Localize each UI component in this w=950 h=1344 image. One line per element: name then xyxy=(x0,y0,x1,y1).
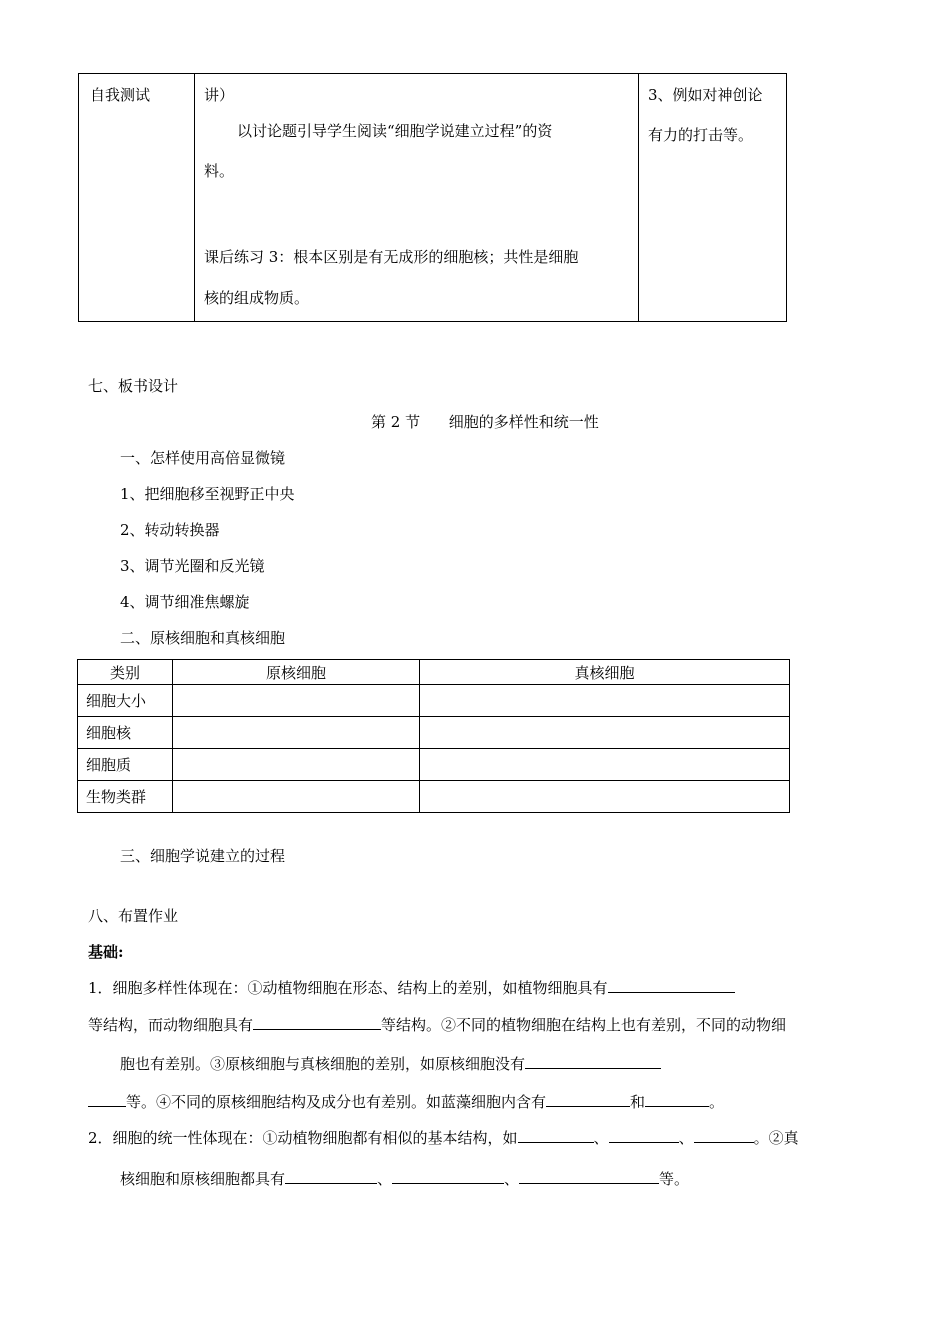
comparison-table xyxy=(77,659,790,813)
question-2-line: 核细胞和原核细胞都具有 、 、 等。 xyxy=(120,1170,690,1188)
answer-blank[interactable] xyxy=(608,978,735,993)
board-line: 3、调节光圈和反光镜 xyxy=(120,557,265,575)
question-1-line: 胞也有差别。③原核细胞与真核细胞的差别，如原核细胞没有 xyxy=(120,1053,661,1074)
cell-text-line: 以讨论题引导学生阅读“细胞学说建立过程”的资 xyxy=(237,122,553,140)
table-cell xyxy=(420,685,790,717)
answer-blank[interactable] xyxy=(609,1128,679,1143)
answer-blank[interactable] xyxy=(546,1092,630,1107)
cell-text-line: 核的组成物质。 xyxy=(204,289,310,307)
table-cell xyxy=(173,749,420,781)
question-1-line: 1．细胞多样性体现在：①动植物细胞在形态、结构上的差别，如植物细胞具有 xyxy=(88,977,735,998)
cell-text-line: 讲） xyxy=(204,86,235,104)
answer-blank[interactable] xyxy=(88,1092,126,1107)
board-line: 2、转动转换器 xyxy=(120,521,220,539)
question-1-line: 等结构，而动物细胞具有 等结构。②不同的植物细胞在结构上也有差别，不同的动物细 xyxy=(88,1016,787,1034)
answer-blank[interactable] xyxy=(645,1092,709,1107)
table-cell xyxy=(173,717,420,749)
table-cell xyxy=(420,781,790,813)
table-header-row xyxy=(78,660,790,685)
basic-label: 基础: xyxy=(88,943,124,961)
table-row xyxy=(78,685,790,717)
table-cell xyxy=(420,717,790,749)
table-row xyxy=(78,749,790,781)
table-row xyxy=(78,781,790,813)
table-header: 原核细胞 xyxy=(173,660,420,685)
cell-note-line: 有力的打击等。 xyxy=(648,126,754,144)
answer-blank[interactable] xyxy=(518,1128,594,1143)
section-heading-7: 七、板书设计 xyxy=(88,377,179,395)
row-label: 细胞质 xyxy=(78,749,173,781)
table-cell xyxy=(173,781,420,813)
column-divider xyxy=(194,74,195,321)
board-title: 第 2 节 细胞的多样性和统一性 xyxy=(371,413,599,431)
cell-note-line: 3、例如对神创论 xyxy=(648,86,763,104)
column-divider xyxy=(638,74,639,321)
answer-blank[interactable] xyxy=(525,1054,661,1069)
answer-blank[interactable] xyxy=(694,1128,754,1143)
cell-text-line: 课后练习 3：根本区别是有无成形的细胞核；共性是细胞 xyxy=(204,248,579,266)
table-cell xyxy=(420,749,790,781)
section-heading-8: 八、布置作业 xyxy=(88,907,179,925)
cell-self-test: 自我测试 xyxy=(90,86,151,104)
answer-blank[interactable] xyxy=(253,1015,381,1030)
board-line: 三、细胞学说建立的过程 xyxy=(120,847,286,865)
board-line: 二、原核细胞和真核细胞 xyxy=(120,629,286,647)
board-line: 4、调节细准焦螺旋 xyxy=(120,593,250,611)
board-line: 一、怎样使用高倍显微镜 xyxy=(120,449,286,467)
question-2-line: 2．细胞的统一性体现在：①动植物细胞都有相似的基本结构，如 、 、 。②真 xyxy=(88,1129,799,1147)
answer-blank[interactable] xyxy=(285,1169,377,1184)
top-table xyxy=(78,73,787,322)
board-line: 1、把细胞移至视野正中央 xyxy=(120,485,295,503)
answer-blank[interactable] xyxy=(392,1169,504,1184)
cell-text-line: 料。 xyxy=(204,162,235,180)
table-row xyxy=(78,717,790,749)
answer-blank[interactable] xyxy=(519,1169,659,1184)
row-label: 细胞核 xyxy=(78,717,173,749)
table-header: 真核细胞 xyxy=(420,660,790,685)
table-header: 类别 xyxy=(78,660,173,685)
table-cell xyxy=(173,685,420,717)
row-label: 细胞大小 xyxy=(78,685,173,717)
question-1-line: 等。④不同的原核细胞结构及成分也有差别。如蓝藻细胞内含有 和 。 xyxy=(88,1091,724,1112)
row-label: 生物类群 xyxy=(78,781,173,813)
